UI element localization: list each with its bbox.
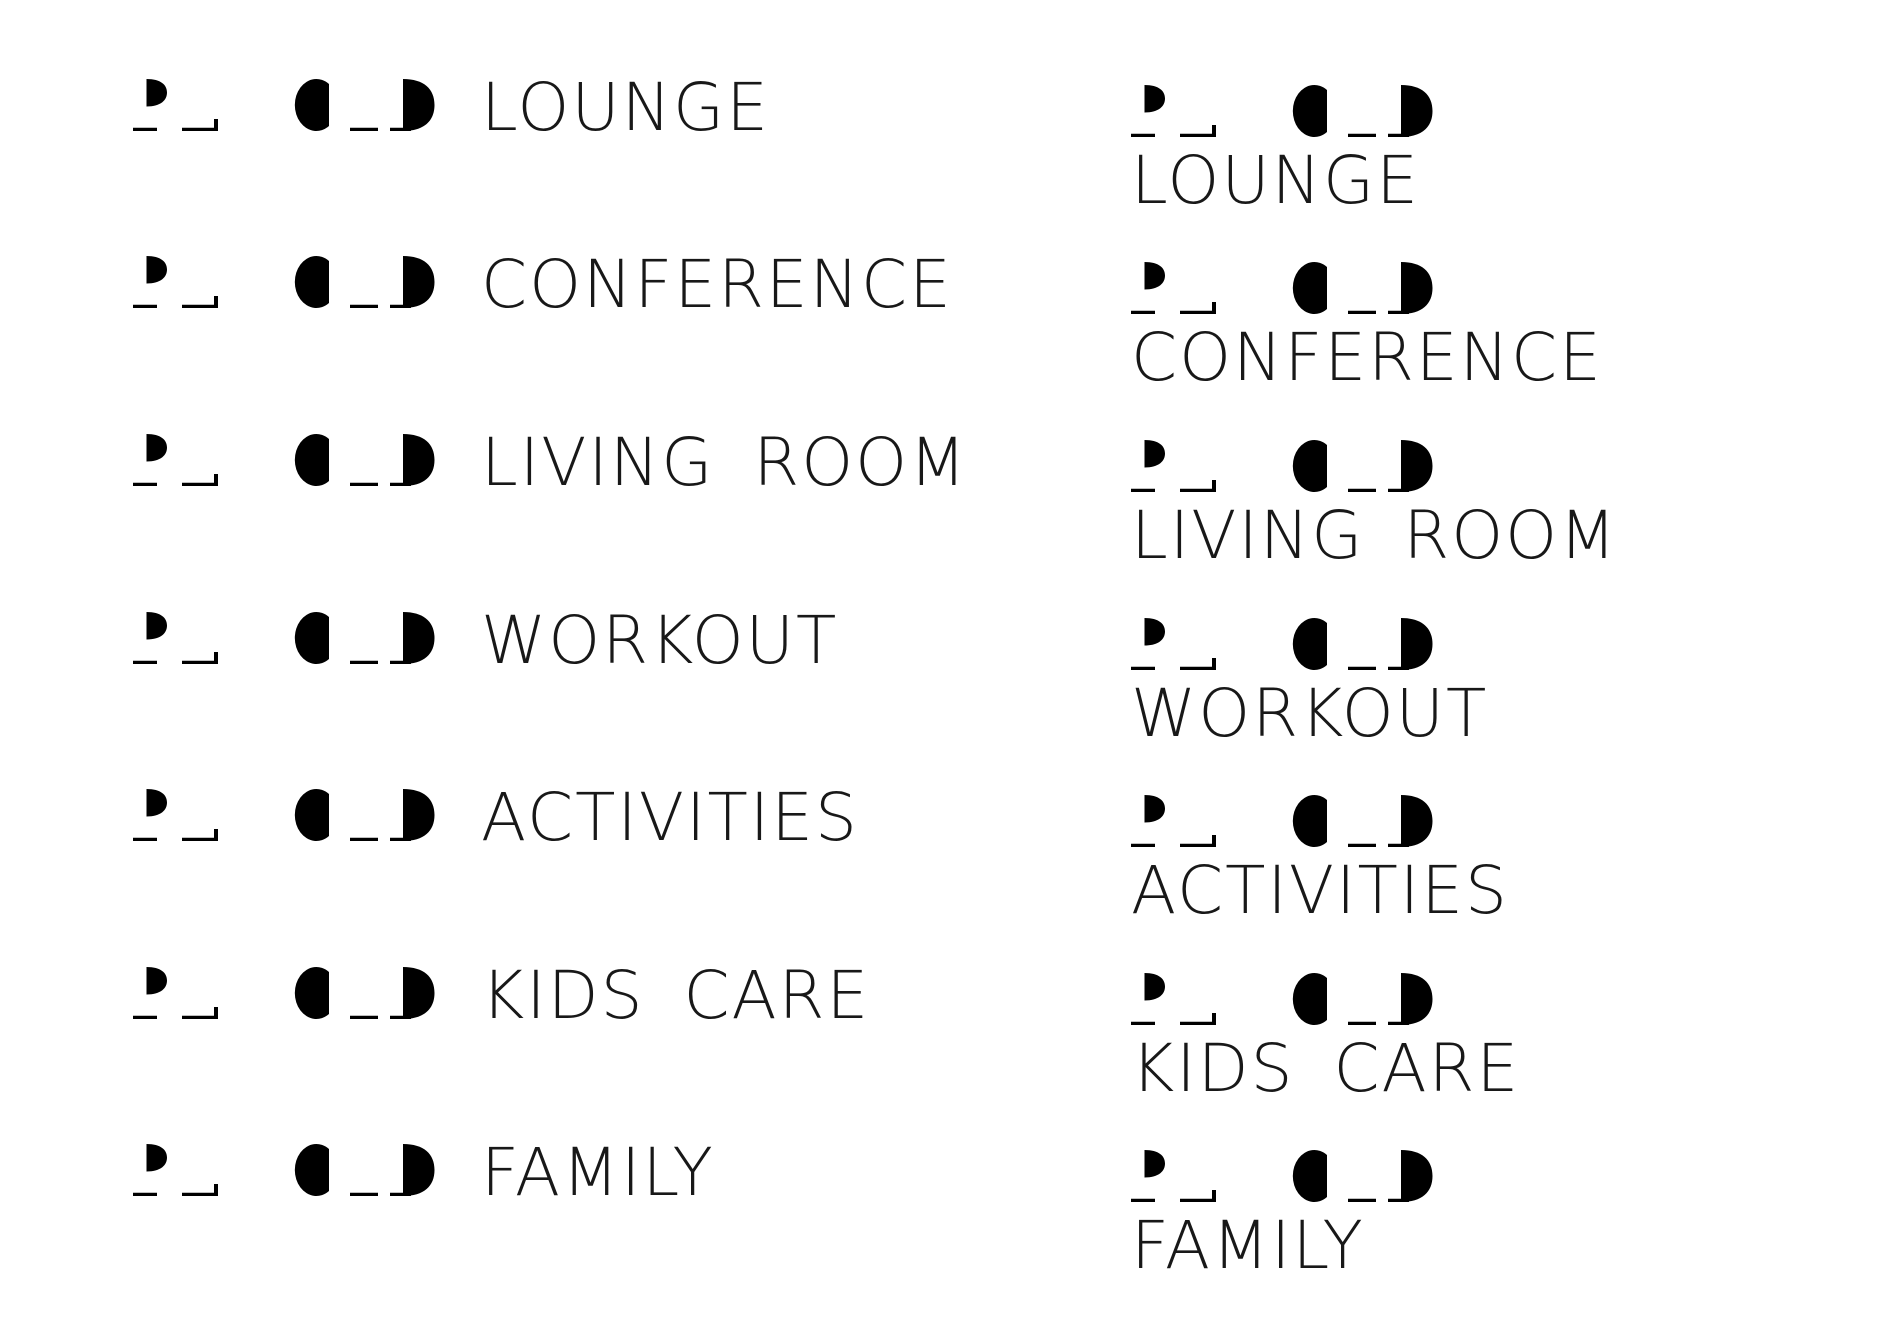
placid-wordmark [1131, 616, 1434, 672]
lockup-horizontal-workout [133, 602, 893, 740]
lockup-label: LIVING ROOM [481, 424, 969, 501]
lockup-label: ACTIVITIES [481, 779, 859, 856]
lockup-label: FAMILY [481, 1134, 715, 1211]
lockup-stacked-kids-care [1131, 971, 1891, 1107]
placid-wordmark [133, 77, 436, 133]
lockup-horizontal-activities [133, 779, 893, 917]
lockup-stacked-workout [1131, 616, 1891, 752]
lockup-label: LOUNGE [1131, 142, 1420, 219]
lockup-horizontal-lounge [133, 69, 893, 207]
lockup-stacked-family [1131, 1148, 1891, 1284]
placid-wordmark [1131, 260, 1434, 316]
placid-wordmark [133, 787, 436, 843]
lockup-label: CONFERENCE [481, 246, 953, 323]
placid-wordmark [1131, 83, 1434, 139]
lockup-stacked-lounge [1131, 83, 1891, 219]
lockup-label: LOUNGE [481, 69, 770, 146]
lockup-stacked-conference [1131, 260, 1891, 396]
placid-wordmark [133, 432, 436, 488]
lockup-label: CONFERENCE [1131, 319, 1603, 396]
placid-wordmark [1131, 438, 1434, 494]
lockup-stacked-living-room [1131, 438, 1891, 574]
placid-wordmark [1131, 971, 1434, 1027]
placid-wordmark [133, 1142, 436, 1198]
placid-wordmark [133, 610, 436, 666]
lockup-label: KIDS CARE [1131, 1030, 1521, 1107]
placid-wordmark [133, 965, 436, 1021]
lockup-label: WORKOUT [1131, 675, 1489, 752]
lockup-horizontal-family [133, 1134, 893, 1272]
placid-wordmark [1131, 1148, 1434, 1204]
lockup-label: LIVING ROOM [1131, 497, 1619, 574]
lockup-horizontal-living-room [133, 424, 969, 562]
placid-wordmark [133, 254, 436, 310]
lockup-stacked-activities [1131, 793, 1891, 929]
lockup-label: ACTIVITIES [1131, 852, 1509, 929]
lockup-label: WORKOUT [481, 602, 839, 679]
lockup-label: KIDS CARE [481, 957, 871, 1034]
placid-wordmark [1131, 793, 1434, 849]
lockup-label: FAMILY [1131, 1207, 1365, 1284]
lockup-horizontal-kids-care [133, 957, 893, 1095]
lockup-horizontal-conference [133, 246, 953, 384]
